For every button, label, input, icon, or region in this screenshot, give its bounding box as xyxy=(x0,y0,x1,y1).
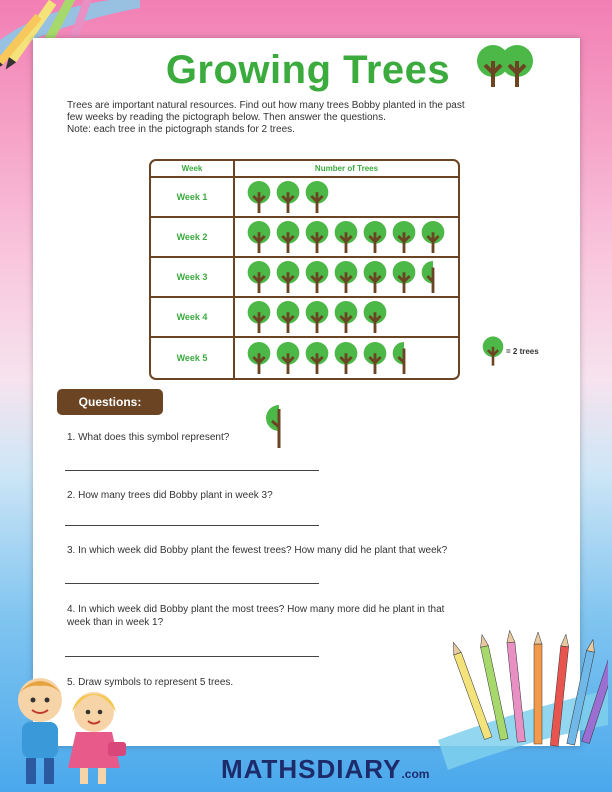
header-number-of-trees: Number of Trees xyxy=(235,161,458,178)
tree-icon xyxy=(245,260,273,294)
question-5: 5. Draw symbols to represent 5 trees. xyxy=(67,677,234,688)
half-tree-icon xyxy=(265,403,283,449)
tree-icon xyxy=(245,300,273,334)
tree-icon xyxy=(245,180,273,214)
tree-icon xyxy=(332,300,360,334)
key-label: = 2 trees xyxy=(506,346,539,356)
question-2: 2. How many trees did Bobby plant in week 3? xyxy=(67,490,273,501)
tree-icon xyxy=(274,220,302,254)
tree-icon xyxy=(390,220,418,254)
questions-heading: Questions: xyxy=(57,389,163,415)
table-row xyxy=(151,178,458,218)
table-row xyxy=(151,258,458,298)
table-row xyxy=(151,338,458,378)
answer-line-4[interactable] xyxy=(65,656,319,657)
pencils-icon xyxy=(438,630,608,780)
half-tree-icon xyxy=(390,341,418,375)
tree-row xyxy=(235,300,458,334)
instructions xyxy=(67,100,562,136)
week-label: Week 4 xyxy=(151,298,235,338)
tree-icon xyxy=(303,300,331,334)
tree-icon xyxy=(361,300,389,334)
intro-line-1: Trees are important natural resources. Find out how many trees Bobby planted in the past xyxy=(67,100,465,111)
tree-icon xyxy=(303,180,331,214)
tree-icon xyxy=(361,260,389,294)
intro-line-2: few weeks by reading the pictograph below. Then answer the questions. xyxy=(67,112,386,123)
answer-line-1[interactable] xyxy=(65,470,319,471)
answer-line-2[interactable] xyxy=(65,525,319,526)
tree-icon xyxy=(481,335,505,367)
week-label: Week 3 xyxy=(151,258,235,298)
tree-icon xyxy=(245,341,273,375)
tree-icon xyxy=(274,260,302,294)
table-row xyxy=(151,298,458,338)
tree-row xyxy=(235,341,458,375)
half-tree-icon xyxy=(419,260,447,294)
week-label: Week 1 xyxy=(151,178,235,218)
logo-suffix: .com xyxy=(401,767,430,781)
tree-icon xyxy=(390,260,418,294)
tree-row xyxy=(235,260,458,294)
question-4: 4. In which week did Bobby plant the most trees? How many more did he plant in that xyxy=(67,604,445,615)
intro-line-3: Note: each tree in the pictograph stands for 2 trees. xyxy=(67,124,295,135)
tree-icon xyxy=(332,220,360,254)
question-1: 1. What does this symbol represent? xyxy=(67,432,230,443)
tree-icon xyxy=(274,180,302,214)
site-logo xyxy=(221,754,429,785)
tree-row xyxy=(235,220,458,254)
tree-icon xyxy=(303,220,331,254)
tree-icon xyxy=(274,341,302,375)
question-3: 3. In which week did Bobby plant the fewest trees? How many did he plant that week? xyxy=(67,545,448,556)
tree-icon xyxy=(361,220,389,254)
tree-icon xyxy=(274,300,302,334)
week-label: Week 2 xyxy=(151,218,235,258)
week-label: Week 5 xyxy=(151,338,235,378)
tree-icon xyxy=(303,341,331,375)
tree-icon xyxy=(303,260,331,294)
tree-row xyxy=(235,180,458,214)
pictograph-table xyxy=(149,159,460,380)
kids-icon xyxy=(8,672,133,787)
page-title: Growing Trees xyxy=(165,48,451,92)
header-week: Week xyxy=(151,161,235,178)
tree-icon xyxy=(473,41,541,89)
tree-icon xyxy=(332,260,360,294)
table-row xyxy=(151,218,458,258)
question-4-continued: week than in week 1? xyxy=(67,617,164,628)
tree-icon xyxy=(245,220,273,254)
logo-text: MATHSDIARY xyxy=(221,754,402,784)
tree-icon xyxy=(332,341,360,375)
answer-line-3[interactable] xyxy=(65,583,319,584)
pictograph-key xyxy=(481,335,539,367)
tree-icon xyxy=(419,220,447,254)
tree-icon xyxy=(361,341,389,375)
